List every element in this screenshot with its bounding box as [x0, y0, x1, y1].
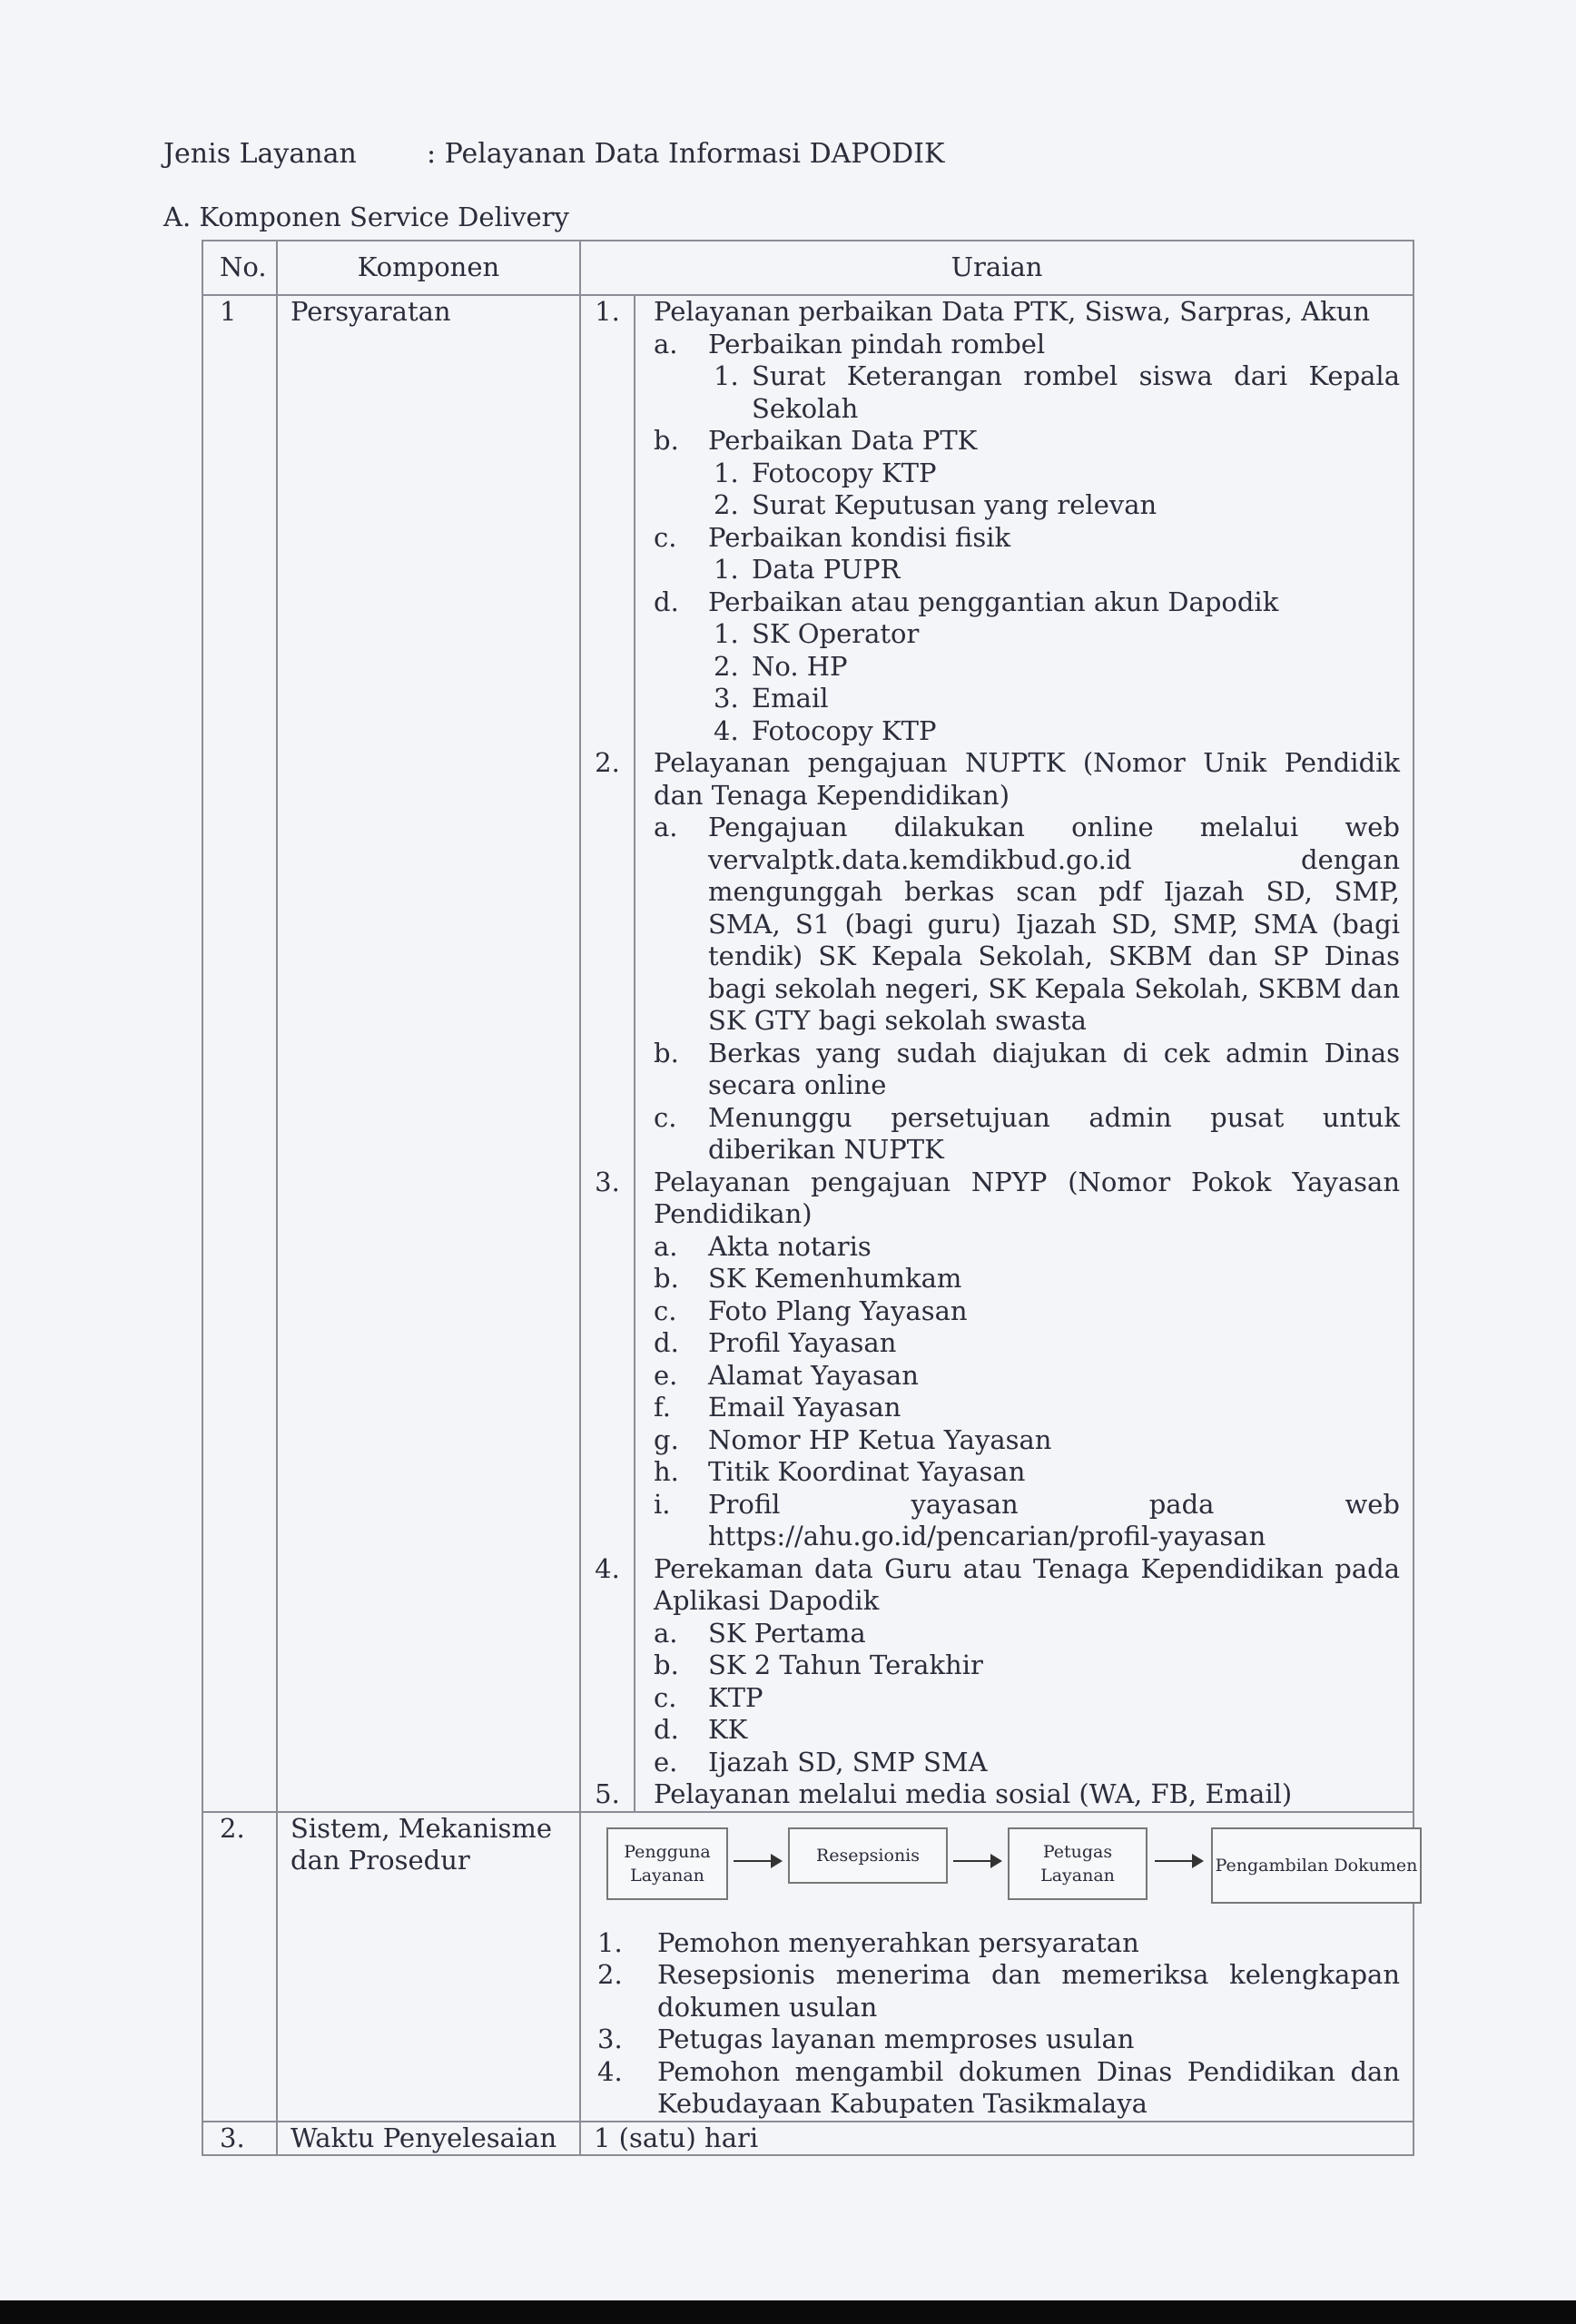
point-number: 3.: [714, 683, 739, 714]
requirement-subitem: [654, 1038, 1400, 1102]
requirement-body: [635, 747, 1413, 1167]
table-row: [202, 2122, 1413, 2156]
requirement-subitem: [654, 522, 1400, 555]
procedure-step: [581, 2056, 1413, 2121]
subitem-point: [654, 715, 1400, 748]
point-number: 4.: [714, 714, 739, 746]
row1-no: 1: [202, 295, 277, 1812]
procedure-step: [581, 1959, 1413, 2024]
flow-box-pengguna: Pengguna Layanan: [606, 1827, 728, 1900]
requirement-subitem: [654, 1747, 1400, 1779]
subitem-letter: b.: [654, 1649, 679, 1680]
procedure-steps: [581, 1927, 1413, 2121]
subitem-text: Perbaikan pindah rombel: [708, 328, 1046, 359]
subitem-letter: g.: [654, 1423, 679, 1455]
subitem-text: SK 2 Tahun Terakhir: [708, 1649, 983, 1680]
step-text: Petugas layanan memproses usulan: [657, 2024, 1135, 2054]
subitem-text: Berkas yang sudah diajukan di cek admin Dinas secara online: [708, 1037, 1400, 1100]
subitem-letter: c.: [654, 1101, 677, 1133]
table-row: [202, 1812, 1413, 2122]
row1-uraian: [580, 295, 1413, 1812]
subitem-letter: e.: [654, 1746, 678, 1777]
row3-komponen: Waktu Penyelesaian: [277, 2122, 580, 2156]
requirement-subitem: [654, 812, 1400, 1038]
subitem-text: Menunggu persetujuan admin pusat untuk diberikan NUPTK: [708, 1101, 1400, 1165]
subitem-text: Perbaikan Data PTK: [708, 425, 978, 456]
point-text: Surat Keputusan yang relevan: [752, 489, 1157, 520]
step-text: Pemohon mengambil dokumen Dinas Pendidikan dan Kebudayaan Kabupaten Tasikmalaya: [657, 2055, 1400, 2119]
header-uraian: Uraian: [580, 241, 1413, 295]
service-type-label: Jenis Layanan: [163, 138, 357, 170]
row3-no: 3.: [202, 2122, 277, 2156]
service-delivery-table: [202, 240, 1418, 2156]
subitem-letter: f.: [654, 1392, 671, 1423]
requirement-subitem: [654, 329, 1400, 361]
subitem-letter: d.: [654, 586, 679, 617]
subitem-letter: d.: [654, 1327, 679, 1358]
requirement-body: [635, 1553, 1413, 1779]
header-no: No.: [202, 241, 277, 295]
scan-edge-bar: [0, 2300, 1576, 2324]
subitem-point: [654, 554, 1400, 586]
flow-arrow-icon: [953, 1860, 1000, 1862]
step-number: 4.: [597, 2055, 623, 2087]
requirement-item: [581, 747, 1413, 1167]
subitem-text: KK: [708, 1714, 748, 1745]
requirement-subitem: [654, 1360, 1400, 1393]
subitem-text: Akta notaris: [708, 1230, 872, 1262]
header-komponen: Komponen: [277, 241, 580, 295]
requirement-subitem: [654, 425, 1400, 458]
subitem-text: Perbaikan kondisi fisik: [708, 521, 1011, 553]
subitem-letter: a.: [654, 1230, 678, 1262]
flow-arrow-icon: [734, 1860, 781, 1862]
step-text: Pemohon menyerahkan persyaratan: [657, 1926, 1139, 1958]
requirement-item: [581, 1553, 1413, 1779]
requirement-subitem: [654, 1231, 1400, 1264]
subitem-letter: b.: [654, 425, 679, 456]
requirement-number: 5.: [581, 1778, 635, 1811]
subitem-text: Email Yayasan: [708, 1392, 901, 1423]
subitem-letter: c.: [654, 1681, 677, 1713]
step-number: 1.: [597, 1926, 623, 1958]
point-number: 2.: [714, 650, 739, 682]
flow-box-resepsionis: Resepsionis: [788, 1827, 948, 1884]
requirement-subitem: [654, 1424, 1400, 1457]
subitem-letter: i.: [654, 1488, 671, 1520]
requirement-subitem: [654, 1489, 1400, 1553]
requirement-body: [635, 1167, 1413, 1553]
requirement-title: Pelayanan perbaikan Data PTK, Siswa, Sarpras, Akun: [654, 296, 1371, 327]
requirement-number: 2.: [581, 747, 635, 1167]
point-text: Data PUPR: [752, 554, 901, 585]
row1-komponen: Persyaratan: [277, 295, 580, 1812]
subitem-text: Ijazah SD, SMP SMA: [708, 1746, 988, 1777]
requirement-subitem: [654, 1295, 1400, 1328]
subitem-text: Pengajuan dilakukan online melalui web vervalptk.data.kemdikbud.go.id dengan mengunggah berkas scan pdf Ijazah SD, SMP, SMA, S1 (bagi guru) Ijazah SD, SMP, SMA (bagi tendik) SK Kepala Sekolah, SKBM dan SP Dinas bagi sekolah negeri, SK Kepala Sekolah, SKBM dan SK GTY bagi sekolah swasta: [708, 812, 1400, 1036]
subitem-text: Profil Yayasan: [708, 1327, 897, 1358]
table-row: [202, 295, 1413, 1812]
subitem-text: Alamat Yayasan: [708, 1359, 919, 1391]
subitem-text: SK Kemenhumkam: [708, 1263, 962, 1294]
procedure-step: [581, 1927, 1413, 1960]
requirement-number: 1.: [581, 296, 635, 747]
subitem-text: Titik Koordinat Yayasan: [708, 1456, 1026, 1487]
service-type-value: : Pelayanan Data Informasi DAPODIK: [427, 138, 945, 170]
row2-komponen: Sistem, Mekanisme dan Prosedur: [277, 1812, 580, 2122]
subitem-text: SK Pertama: [708, 1617, 866, 1649]
point-number: 2.: [714, 489, 739, 520]
procedure-flow-diagram: [581, 1813, 1418, 1927]
flow-arrow-icon: [1155, 1860, 1202, 1862]
step-text: Resepsionis menerima dan memeriksa kelengkapan dokumen usulan: [657, 1959, 1400, 2023]
subitem-letter: a.: [654, 1617, 678, 1649]
subitem-letter: c.: [654, 521, 677, 553]
point-text: Email: [752, 683, 829, 714]
table-header-row: [202, 241, 1413, 295]
point-text: SK Operator: [752, 618, 920, 649]
subitem-point: [654, 489, 1400, 522]
flow-box-pengambilan: Pengambilan Dokumen: [1211, 1827, 1422, 1904]
subitem-letter: h.: [654, 1456, 679, 1487]
requirement-subitem: [654, 1327, 1400, 1360]
section-title: A. Komponen Service Delivery: [163, 202, 569, 232]
service-type-header: [163, 138, 944, 170]
requirement-body: [635, 296, 1413, 747]
subitem-point: [654, 683, 1400, 715]
requirement-subitem: [654, 1618, 1400, 1650]
requirement-subitem: [654, 1392, 1400, 1424]
point-text: Fotocopy KTP: [752, 714, 937, 746]
subitem-letter: b.: [654, 1037, 679, 1068]
flow-box-petugas: Petugas Layanan: [1008, 1827, 1148, 1900]
requirement-title: Pelayanan pengajuan NUPTK (Nomor Unik Pendidik dan Tenaga Kependidikan): [654, 747, 1400, 811]
subitem-letter: d.: [654, 1714, 679, 1745]
point-number: 1.: [714, 457, 739, 488]
requirement-subitem: [654, 1263, 1400, 1295]
requirement-subitem: [654, 1102, 1400, 1167]
row2-uraian: [580, 1812, 1418, 2122]
requirement-subitem: [654, 586, 1400, 619]
requirement-subitem: [654, 1714, 1400, 1747]
row3-uraian: 1 (satu) hari: [580, 2122, 1413, 2156]
requirement-subitem: [654, 1649, 1400, 1682]
subitem-text: Profil yayasan pada web https://ahu.go.id/pencarian/profil-yayasan: [708, 1488, 1400, 1551]
row2-no: 2.: [202, 1812, 277, 2122]
subitem-text: Perbaikan atau penggantian akun Dapodik: [708, 586, 1279, 617]
requirement-subitem: [654, 1682, 1400, 1715]
subitem-text: Nomor HP Ketua Yayasan: [708, 1423, 1052, 1455]
step-number: 3.: [597, 2024, 623, 2054]
subitem-letter: c.: [654, 1295, 677, 1326]
requirement-item: [581, 296, 1413, 747]
subitem-point: [654, 651, 1400, 684]
requirement-subitem: [654, 1456, 1400, 1489]
point-text: Fotocopy KTP: [752, 457, 937, 488]
point-text: No. HP: [752, 650, 848, 682]
subitem-point: [654, 458, 1400, 490]
subitem-point: [654, 618, 1400, 651]
step-number: 2.: [597, 1959, 623, 1990]
subitem-letter: a.: [654, 328, 678, 359]
point-number: 1.: [714, 360, 739, 391]
subitem-text: Foto Plang Yayasan: [708, 1295, 968, 1326]
requirement-title: Perekaman data Guru atau Tenaga Kependidikan pada Aplikasi Dapodik: [654, 1552, 1400, 1616]
point-number: 1.: [714, 618, 739, 649]
subitem-text: KTP: [708, 1681, 763, 1713]
point-number: 1.: [714, 554, 739, 585]
requirements-list: [581, 296, 1413, 1811]
point-text: Surat Keterangan rombel siswa dari Kepala Sekolah: [752, 360, 1400, 424]
requirement-item: [581, 1167, 1413, 1553]
subitem-letter: e.: [654, 1359, 678, 1391]
subitem-point: [654, 360, 1400, 425]
subitem-letter: b.: [654, 1263, 679, 1294]
requirement-title: Pelayanan melalui media sosial (WA, FB, Email): [654, 1778, 1293, 1809]
requirement-number: 3.: [581, 1167, 635, 1553]
requirement-number: 4.: [581, 1553, 635, 1779]
requirement-body: [635, 1778, 1413, 1811]
subitem-letter: a.: [654, 812, 678, 842]
requirement-title: Pelayanan pengajuan NPYP (Nomor Pokok Yayasan Pendidikan): [654, 1166, 1400, 1229]
procedure-step: [581, 2024, 1413, 2056]
requirement-item: [581, 1778, 1413, 1811]
